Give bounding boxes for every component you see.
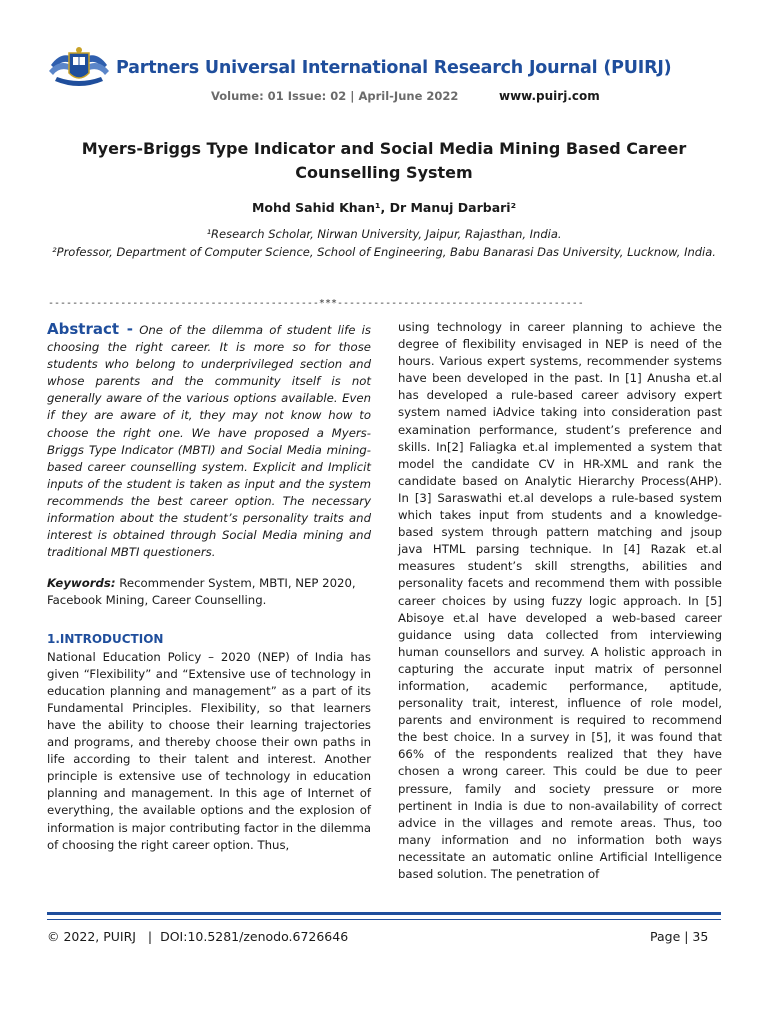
author-list: Mohd Sahid Khan¹, Dr Manuj Darbari² <box>251 200 517 215</box>
paper-title: Myers-Briggs Type Indicator and Social Media Mining Based Career Counselling System <box>81 139 687 182</box>
journal-website-link[interactable]: www.puirj.com <box>499 89 600 103</box>
keywords-label: Keywords: <box>47 576 116 591</box>
affiliation-2: ²Professor, Department of Computer Science, School of Engineering, Babu Banarasi Das University, Lucknow, India. <box>52 245 716 259</box>
affiliation-1: ¹Research Scholar, Nirwan University, Jaipur, Rajasthan, India. <box>206 227 562 241</box>
footer-rule <box>47 912 721 920</box>
right-column <box>398 319 722 883</box>
doi-link[interactable]: DOI:10.5281/zenodo.6726646 <box>160 929 349 944</box>
abstract-label: Abstract - <box>47 320 133 338</box>
abstract <box>47 321 371 561</box>
journal-title: Partners Universal International Research Journal (PUIRJ) <box>116 58 672 78</box>
section-divider: ---------------------------------------------***----------------------------------------- <box>48 298 584 309</box>
abstract-text: One of the dilemma of student life is choosing the right career. It is more so for those students who belong to underprivileged section and whose parents and the community itself is not generally aware of the various options available. Even if they are aware of it, they may not know how to choose the right one. We have proposed a Myers-Briggs Type Indicator (MBTI) and Social Media mining-based career counselling system. Explicit and Implicit inputs of the student is taken as input and the system recommends the best career option. The necessary information about the student’s personality traits and interest is obtained through Social Media mining and traditional MBTI questioners. <box>47 323 371 560</box>
introduction-heading: 1.INTRODUCTION <box>47 631 164 646</box>
volume-issue: Volume: 01 Issue: 02 | April-June 2022 <box>211 89 459 103</box>
introduction-text: National Education Policy – 2020 (NEP) of India has given “Flexibility” and “Extensive use of technology in education planning and management” as a part of its Fundamental Principles. Flexibility, so that learners have the ability to choose their learning trajectories and programs, and thereby choose their own paths in life according to their talent and interest. Another principle is extensive use of technology in education planning and management. In this age of Internet of everything, the available options and the explosion of information is major contributing factor in the dilemma of choosing the right career option. Thus, <box>47 649 371 852</box>
affiliations <box>40 225 728 261</box>
right-column-text: using technology in career planning to achieve the degree of flexibility envisaged in NEP is need of the hours. Various expert systems, recommender systems have been developed in the past. In [1] Anusha et.al has developed a rule-based career advisory expert system named iAdvice taking into consideration past examination performance, student’s preference and skills. In[2] Faliagka et.al implemented a system that model the candidate CV in HR-XML and rank the candidate based on Analytic Hierarchy Process(AHP). In [3] Saraswathi et.al develops a rule-based system which takes input from students and a knowledge-based system through pattern matching and jsoup java HTML parsing technique. In [4] Razak et.al measures student’s skill strengths, abilities and personality facets and recommend them with possible career choices by using fuzzy logic approach. In [5] Abisoye et.al have developed a web-based career guidance using data collected from interviewing human counsellors and survey. A holistic approach in capturing the accurate input matrix of personnel information, academic performance, aptitude, personality trait, interest, influence of role model, parents and environment is required to recommend the best choice. In a survey in [5], it was found that 66% of the respondents realized that they have chosen a wrong career. This could be due to peer pressure, family and society pressure or more pertinent in India is due to non-availability of correct advice in the villages and remote areas. Thus, too many information and no information both ways necessitate an automatic online Artificial Intelligence based solution. The penetration of <box>398 320 722 881</box>
left-column <box>47 321 371 854</box>
keywords <box>47 575 371 609</box>
copyright: © 2022, PUIRJ <box>47 929 136 944</box>
journal-crest-icon <box>47 43 111 93</box>
keywords-text: Recommender System, MBTI, NEP 2020, Facebook Mining, Career Counselling. <box>47 576 356 608</box>
footer-citation: © 2022, PUIRJ | DOI:10.5281/zenodo.6726646 <box>47 929 349 944</box>
page-number: Page | 35 <box>650 929 709 944</box>
